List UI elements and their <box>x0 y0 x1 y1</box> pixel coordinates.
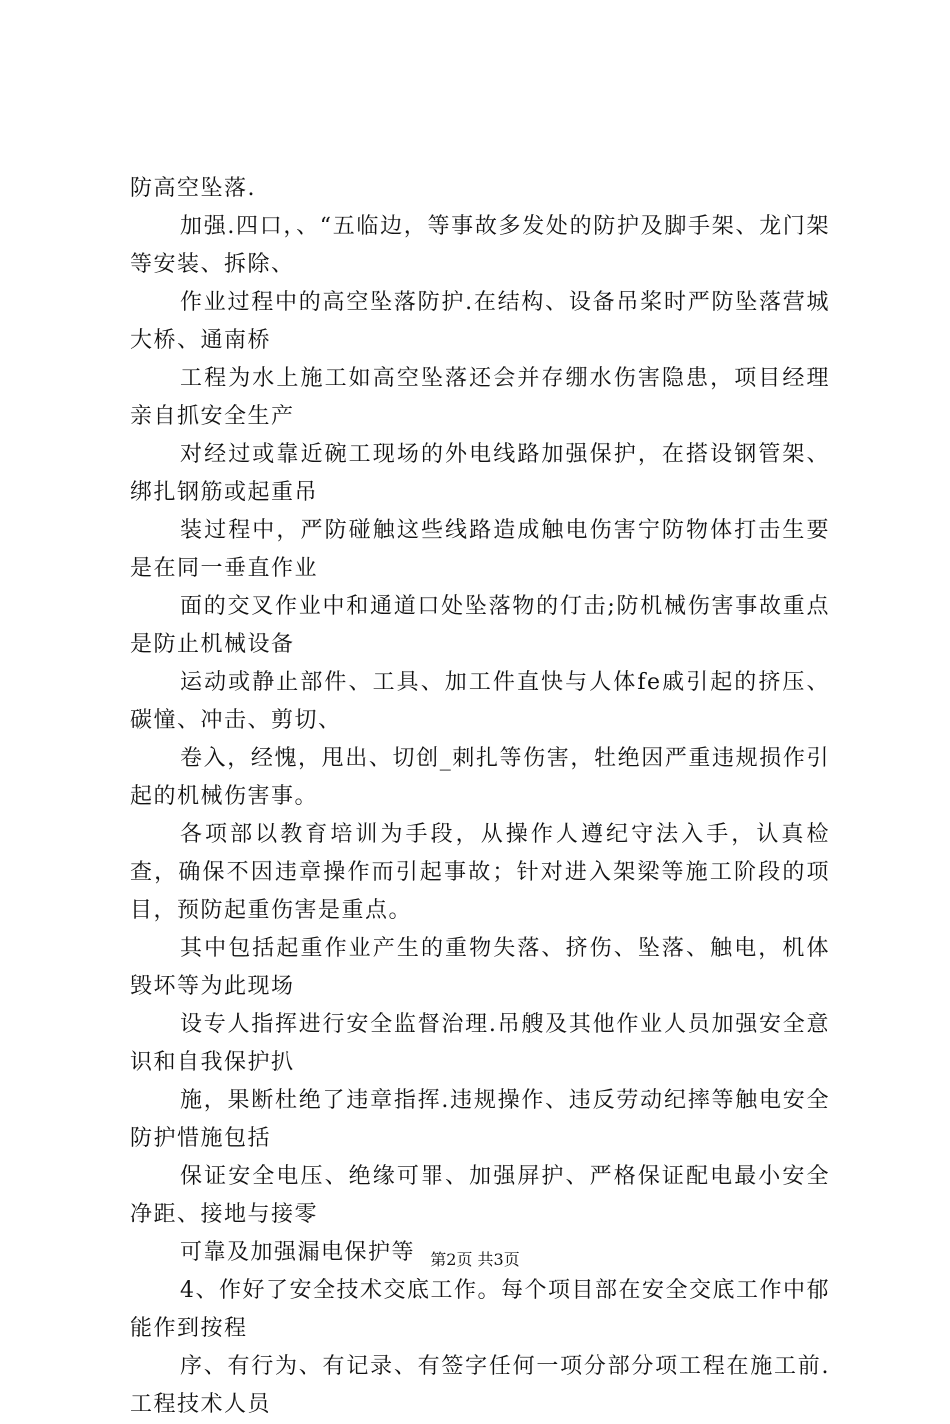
paragraph: 运动或静止部件、工具、加工件直快与人体fe戚引起的挤压、碳憧、冲击、剪切、 <box>130 670 830 733</box>
paragraph: 各项部以教育培训为手段，从操作人遵纪守法入手，认真检查，确保不因违章操作而引起事故；针对进入架梁等施工阶段的项目，预防起重伤害是重点。 <box>130 822 830 923</box>
page-footer <box>0 1247 950 1270</box>
paragraph: 装过程中，严防碰触这些线路造成触电伤害宁防物体打击生要是在同一垂直作业 <box>130 518 830 581</box>
paragraph: 面的交叉作业中和通道口处坠落物的仃击;防机械伤害事故重点是防止机械设备 <box>130 594 830 657</box>
page-number: 第2页 共3页 <box>430 1250 520 1269</box>
paragraph: 施，果断杜绝了违章指挥.违规操作、违反劳动纪摔等触电安全防护惜施包括 <box>130 1088 830 1151</box>
document-body <box>130 170 830 1424</box>
paragraph: 对经过或靠近碗工现场的外电线路加强保护，在搭设钢管架、绑扎钢筋或起重吊 <box>130 442 830 505</box>
paragraph: 工程为水上施工如高空坠落还会并存绷水伤害隐患，项目经理亲自抓安全生产 <box>130 366 830 429</box>
paragraph: 设专人指挥进行安全监督治理.吊艘及其他作业人员加强安全意识和自我保护扒 <box>130 1012 830 1075</box>
paragraph: 防高空坠落. <box>130 176 256 201</box>
paragraph: 可靠及加强漏电保护等 <box>180 1240 416 1265</box>
paragraph: 4、作好了安全技术交底工作。每个项目部在安全交底工作中郁能作到按程 <box>130 1278 830 1341</box>
paragraph: 其中包括起重作业产生的重物失落、挤伤、坠落、触电，机体毁坏等为此现场 <box>130 936 830 999</box>
paragraph: 作业过程中的高空坠落防护.在结构、设备吊桨时严防坠落营城大桥、通南桥 <box>130 290 830 353</box>
paragraph: 加强.四口，、“五临边，等事故多发处的防护及脚手架、龙门架等安装、拆除、 <box>130 214 830 277</box>
paragraph: 卷入，经愧，甩出、切创_刺扎等伤害，牡绝因严重违规损作引起的机械伤害事。 <box>130 746 830 809</box>
paragraph: 保证安全电压、绝缘可罪、加强屏护、严格保证配电最小安全净距、接地与接零 <box>130 1164 830 1227</box>
paragraph: 序、有行为、有记录、有签字任何一项分部分项工程在施工前.工程技术人员 <box>130 1354 830 1417</box>
